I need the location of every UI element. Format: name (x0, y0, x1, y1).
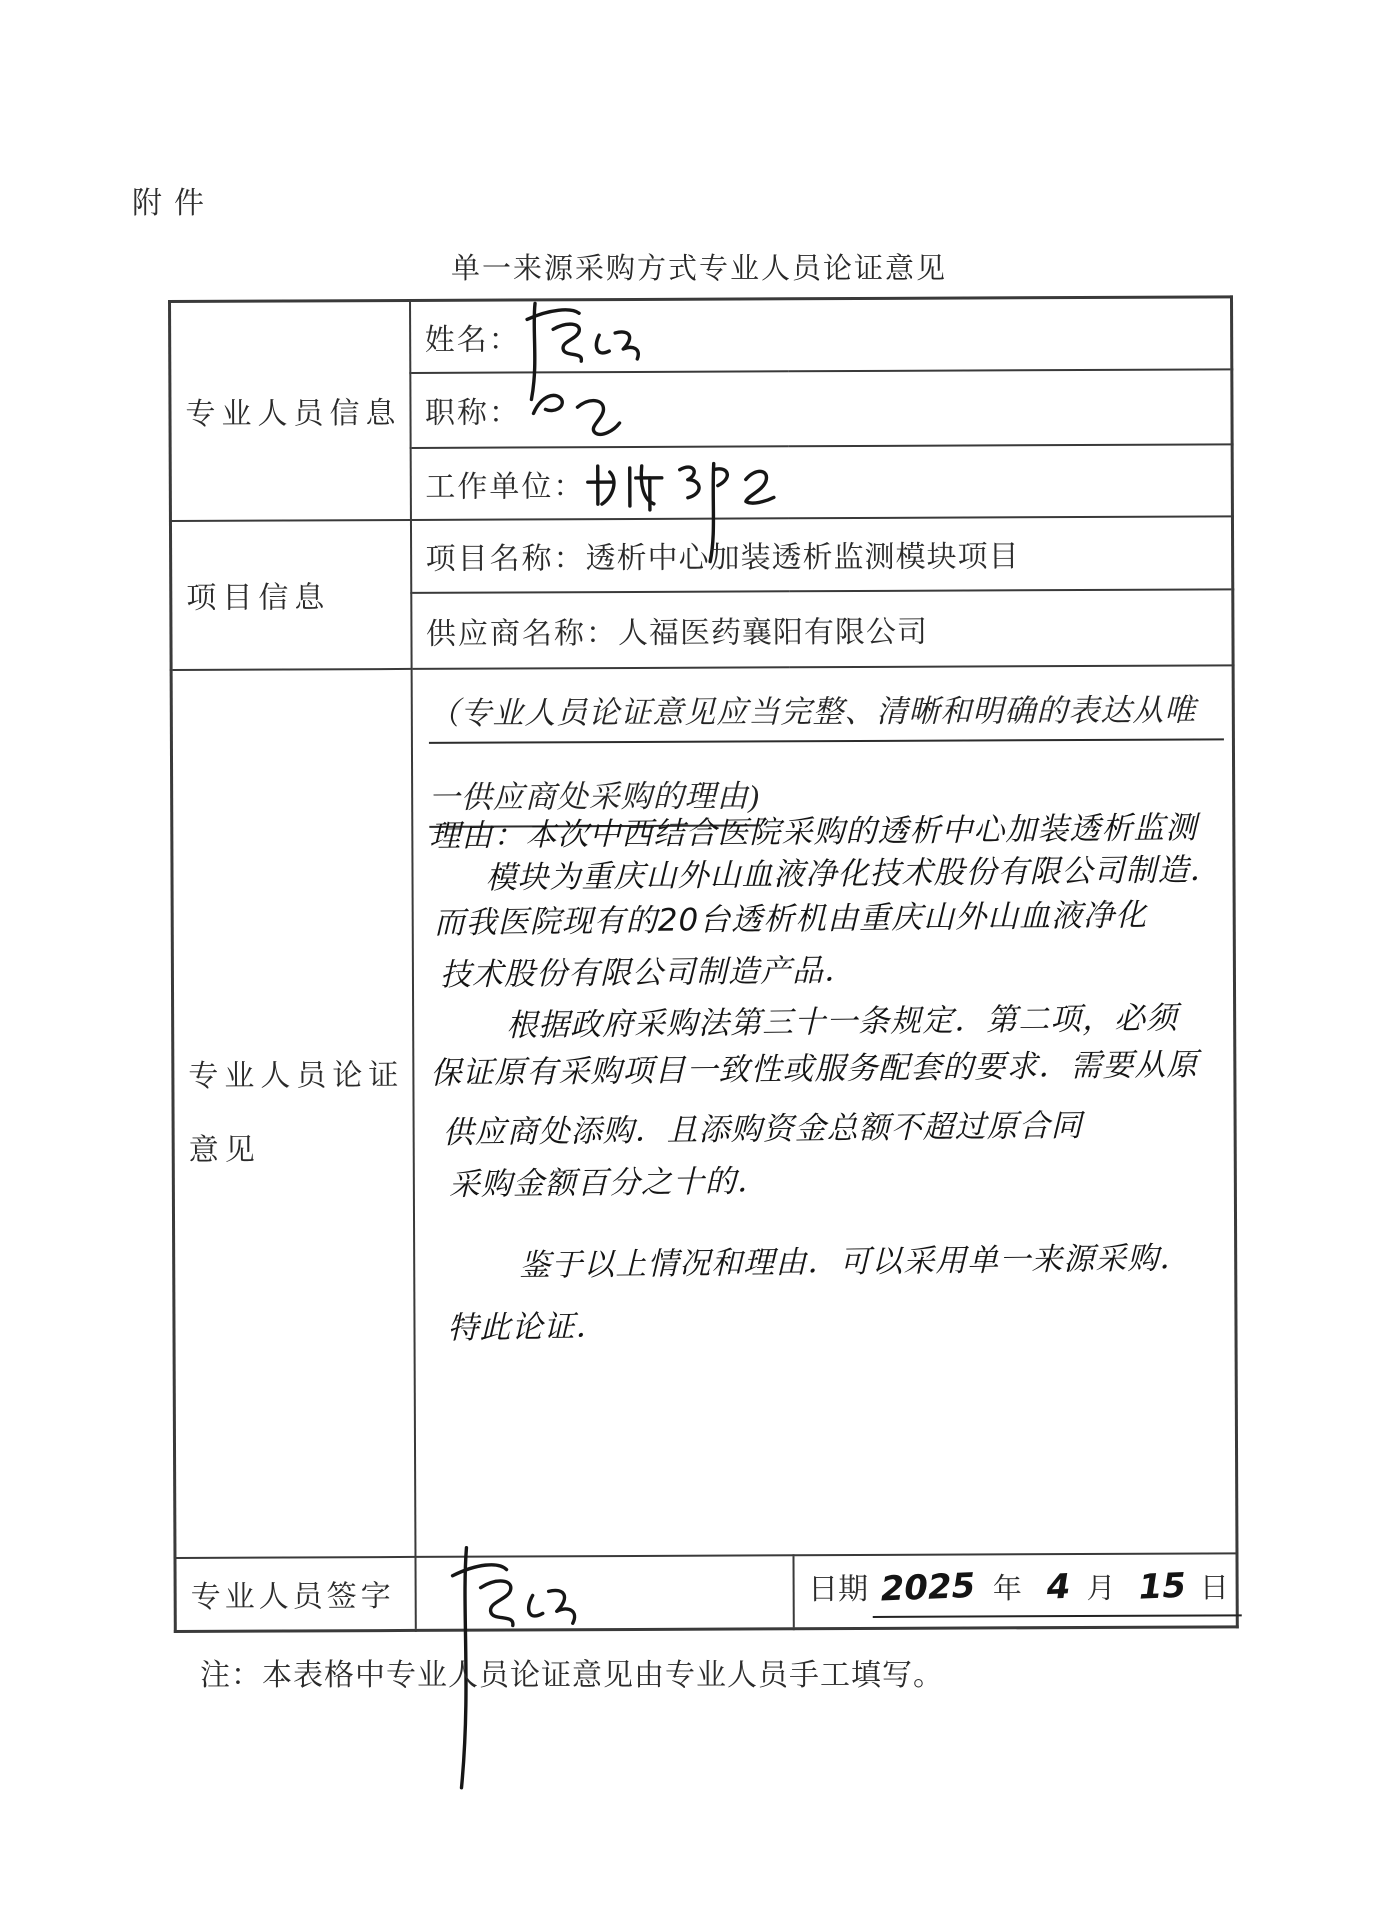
handwritten-opinion-line: 而我医院现有的20台透析机由重庆山外山血液净化 (433, 896, 1147, 941)
field-title (410, 369, 1232, 448)
date-year-handwritten: 2025 (879, 1566, 976, 1610)
project-name-value: 透析中心加装透析监测模块项目 (585, 540, 1020, 576)
date-month-unit: 月 (1086, 1573, 1117, 1606)
opinion-instruction-line1: （专业人员论证意见应当完整、清晰和明确的表达从唯 (428, 684, 1224, 743)
row-project-name (170, 516, 1232, 594)
handwritten-title-value (521, 380, 651, 441)
form-title: 单一来源采购方式专业人员论证意见 (450, 253, 947, 285)
signature-cell (415, 1555, 793, 1631)
opinion-label-line2: 意见 (188, 1133, 261, 1167)
field-work-unit (410, 444, 1232, 520)
work-unit-label: 工作单位： (425, 469, 586, 504)
handwritten-opinion-line: 根据政府采购法第三十一条规定．第二项，必须 (505, 999, 1178, 1044)
title-label: 职称： (424, 396, 522, 430)
date-label: 日期 (808, 1573, 869, 1607)
attachment-label: 附件 (132, 187, 216, 220)
date-day-handwritten: 15 (1137, 1566, 1187, 1608)
handwritten-opinion-line: 模块为重庆山外山血液净化技术股份有限公司制造． (484, 851, 1222, 896)
handwritten-opinion-line: 保证原有采购项目一致性或服务配套的要求．需要从原 (429, 1046, 1199, 1092)
footnote: 注：本表格中专业人员论证意见由专业人员手工填写。 (200, 1659, 944, 1692)
date-cell (793, 1553, 1237, 1629)
project-name-label: 项目名称： (425, 542, 586, 576)
handwritten-opinion-line: 特此论证． (446, 1308, 608, 1346)
signature-label: 专业人员签字 (175, 1556, 415, 1631)
handwritten-opinion-line: 鉴于以上情况和理由．可以采用单一来源采购． (518, 1239, 1191, 1284)
field-name (410, 297, 1232, 373)
row-signature (175, 1553, 1237, 1632)
field-project-name (410, 516, 1232, 593)
date-day-unit: 日 (1199, 1572, 1230, 1605)
supplier-value: 人福医药襄阳有限公司 (617, 615, 929, 650)
section-label-project: 项目信息 (170, 519, 411, 669)
opinion-content-cell (411, 665, 1237, 1557)
handwritten-opinion-line: 理由：本次中西结合医院采购的透析中心加装透析监测 (428, 809, 1198, 855)
row-opinion (171, 665, 1237, 1558)
date-year-unit: 年 (992, 1573, 1023, 1606)
opinion-instruction-line2: 一供应商处采购的理由) (429, 770, 761, 827)
opinion-label-line1: 专业人员论证 (188, 1058, 405, 1093)
form-table (168, 295, 1239, 1633)
row-name (170, 297, 1232, 374)
handwritten-opinion-line: 供应商处添购．且添购资金总额不超过原合同 (441, 1107, 1083, 1151)
handwritten-opinion-line: 采购金额百分之十的． (448, 1162, 769, 1203)
date-month-handwritten: 4 (1046, 1566, 1072, 1608)
field-supplier (411, 589, 1233, 669)
date-underline (872, 1566, 1242, 1619)
section-label-personnel: 专业人员信息 (170, 300, 411, 520)
section-label-opinion (171, 668, 415, 1557)
supplier-label: 供应商名称： (425, 616, 619, 651)
handwritten-opinion-line: 技术股份有限公司制造产品． (439, 952, 856, 993)
name-label: 姓名： (424, 323, 521, 357)
